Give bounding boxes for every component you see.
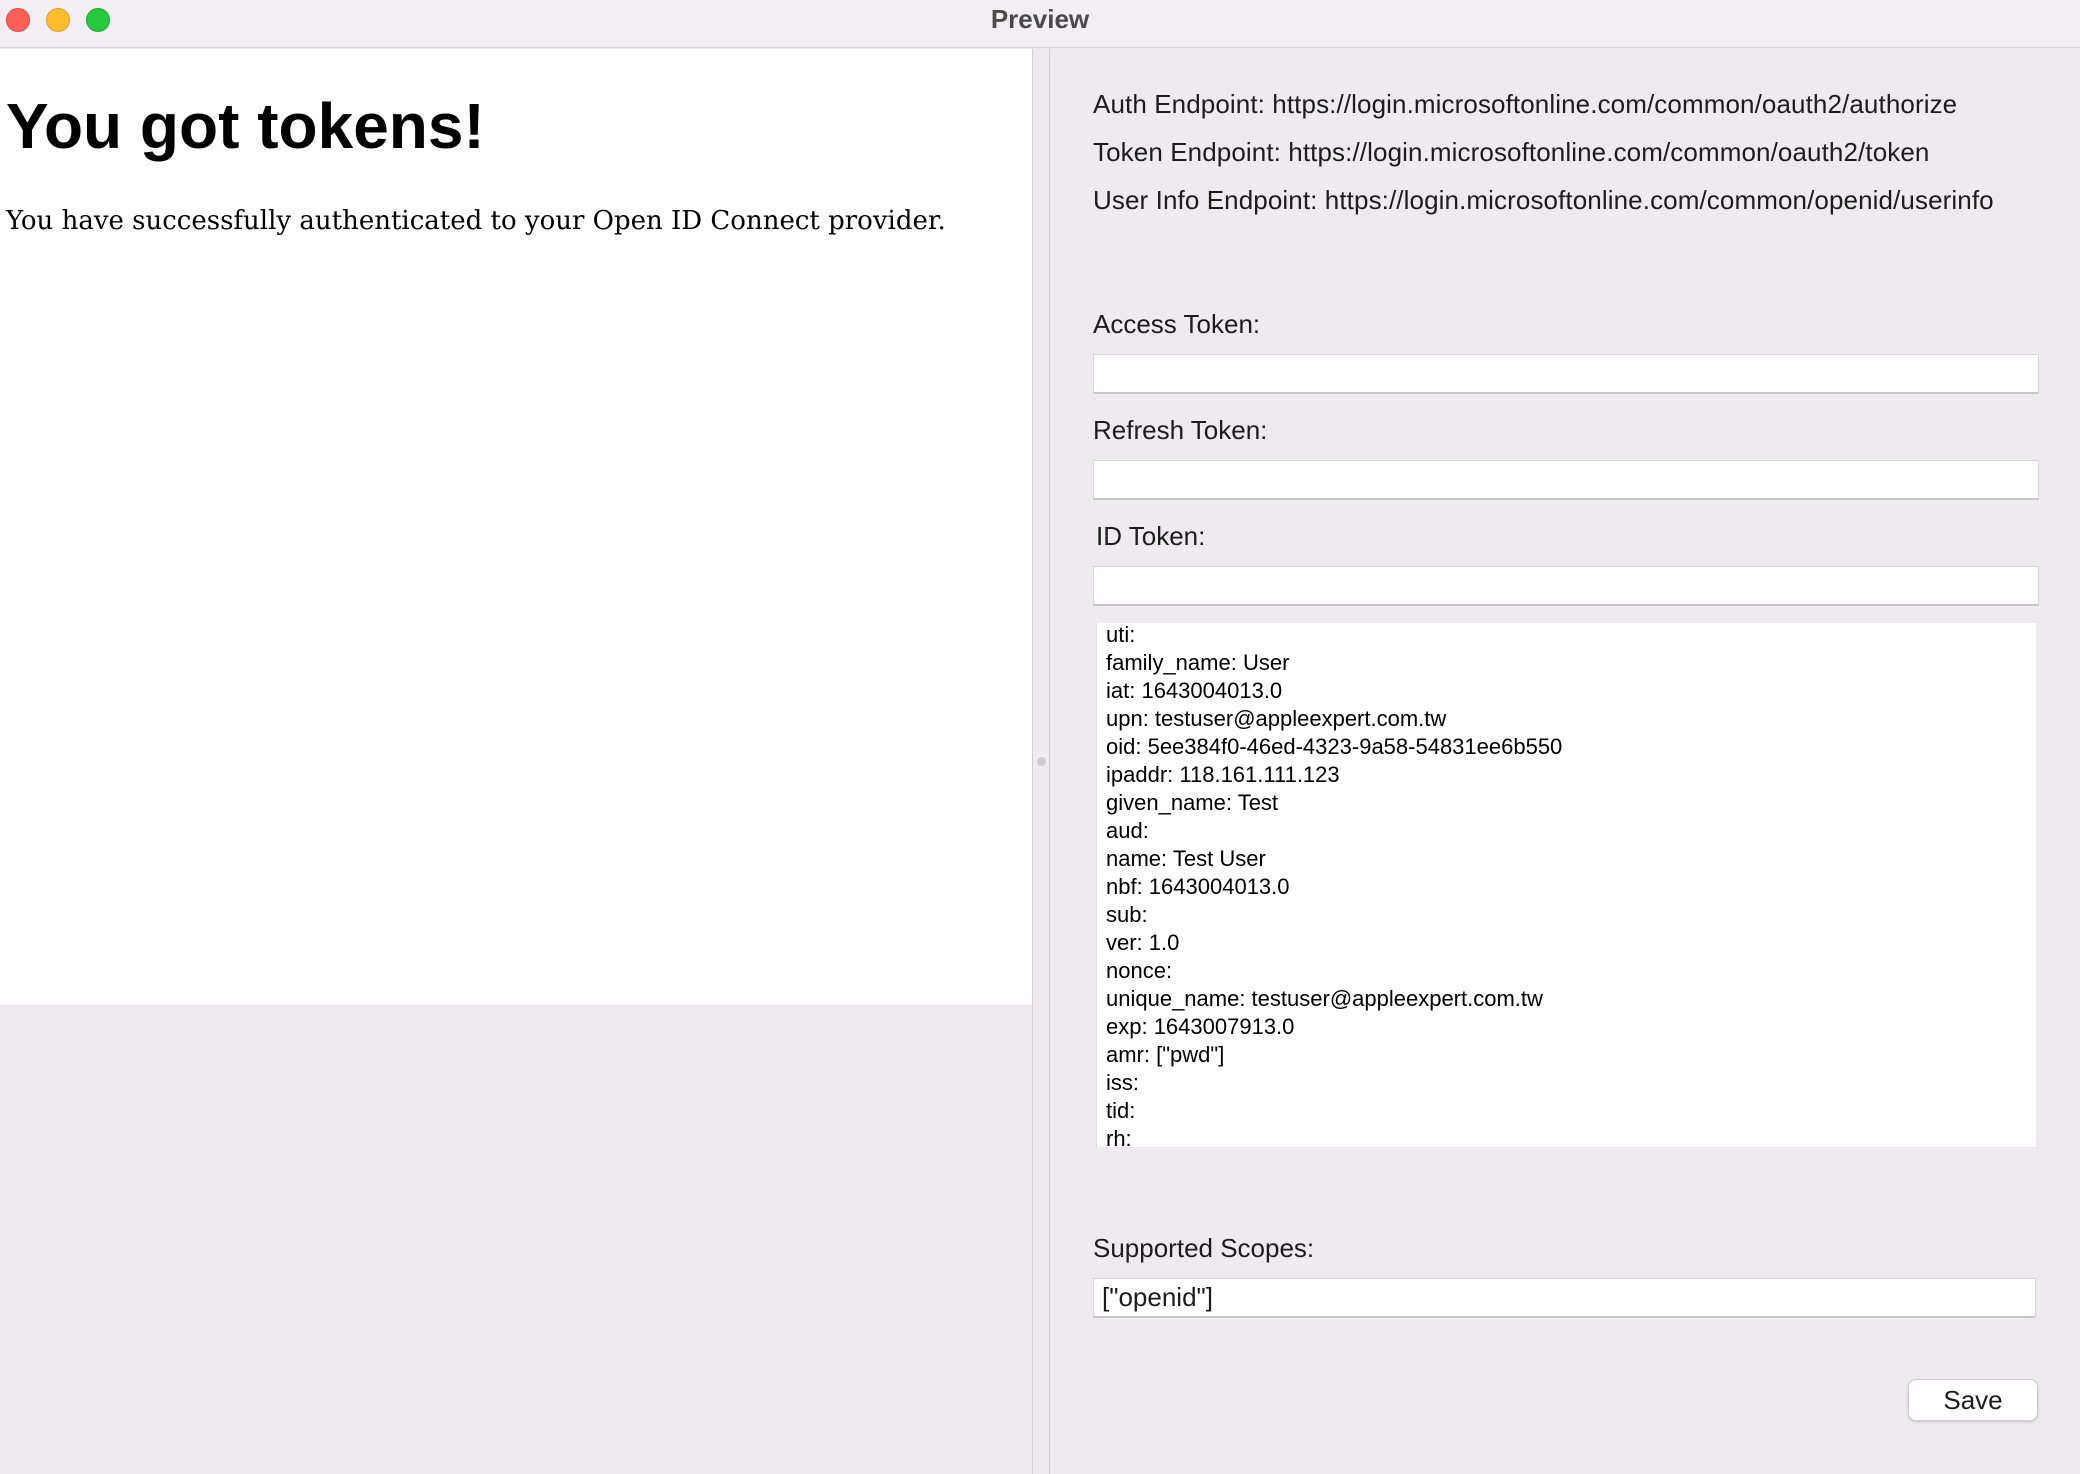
id-token-label: ID Token:: [1096, 521, 1206, 551]
claim-given-name: given_name: Test: [1106, 790, 1279, 815]
claim-family-name: family_name: User: [1106, 650, 1290, 675]
userinfo-endpoint-label: User Info Endpoint: https://login.microsoftonline.com/common/openid/userinfo: [1093, 185, 1994, 215]
token-details-panel: [1051, 49, 2080, 1474]
claim-sub: sub:: [1106, 902, 1148, 927]
access-token-field[interactable]: [1093, 354, 2039, 394]
divider-handle-icon[interactable]: [1037, 757, 1046, 766]
claim-ver: ver: 1.0: [1106, 930, 1180, 955]
auth-endpoint-label: Auth Endpoint: https://login.microsoftonline.com/common/oauth2/authorize: [1093, 89, 1958, 119]
refresh-token-label: Refresh Token:: [1093, 415, 1268, 445]
auth-result-webview: [0, 49, 1032, 1005]
left-pane-background: [0, 1005, 1032, 1474]
claim-oid: oid: 5ee384f0-46ed-4323-9a58-54831ee6b550: [1106, 734, 1563, 759]
claims-list: [1106, 623, 1562, 1147]
claim-nbf: nbf: 1643004013.0: [1106, 874, 1290, 899]
claim-nonce: nonce:: [1106, 958, 1173, 983]
access-token-label: Access Token:: [1093, 309, 1261, 339]
token-endpoint-label: Token Endpoint: https://login.microsoftonline.com/common/oauth2/token: [1093, 137, 1930, 167]
claim-uti: uti:: [1106, 623, 1136, 647]
supported-scopes-field[interactable]: [1093, 1278, 2036, 1318]
success-heading: You got tokens!: [6, 90, 485, 162]
claim-unique-name: unique_name: testuser@appleexpert.com.tw: [1106, 986, 1543, 1011]
window-title: Preview: [990, 4, 1090, 34]
claim-exp: exp: 1643007913.0: [1106, 1014, 1295, 1039]
claim-amr: amr: ["pwd"]: [1106, 1042, 1225, 1067]
claim-iss: iss:: [1106, 1070, 1139, 1095]
id-token-claims-view[interactable]: [1096, 623, 2036, 1147]
claim-iat: iat: 1643004013.0: [1106, 678, 1283, 703]
id-token-field[interactable]: [1093, 566, 2039, 606]
save-button[interactable]: Save: [1908, 1379, 2038, 1421]
supported-scopes-label: Supported Scopes:: [1093, 1233, 1315, 1263]
claim-aud: aud:: [1106, 818, 1149, 843]
claim-rh: rh:: [1106, 1126, 1132, 1147]
refresh-token-field[interactable]: [1093, 460, 2039, 500]
split-view-divider[interactable]: [1032, 49, 1050, 1474]
claim-tid: tid:: [1106, 1098, 1136, 1123]
claim-ipaddr: ipaddr: 118.161.111.123: [1106, 762, 1340, 787]
title-bar: [0, 0, 2080, 48]
success-message: You have successfully authenticated to your Open ID Connect provider.: [6, 206, 946, 236]
claim-name: name: Test User: [1106, 846, 1266, 871]
claim-upn: upn: testuser@appleexpert.com.tw: [1106, 706, 1447, 731]
